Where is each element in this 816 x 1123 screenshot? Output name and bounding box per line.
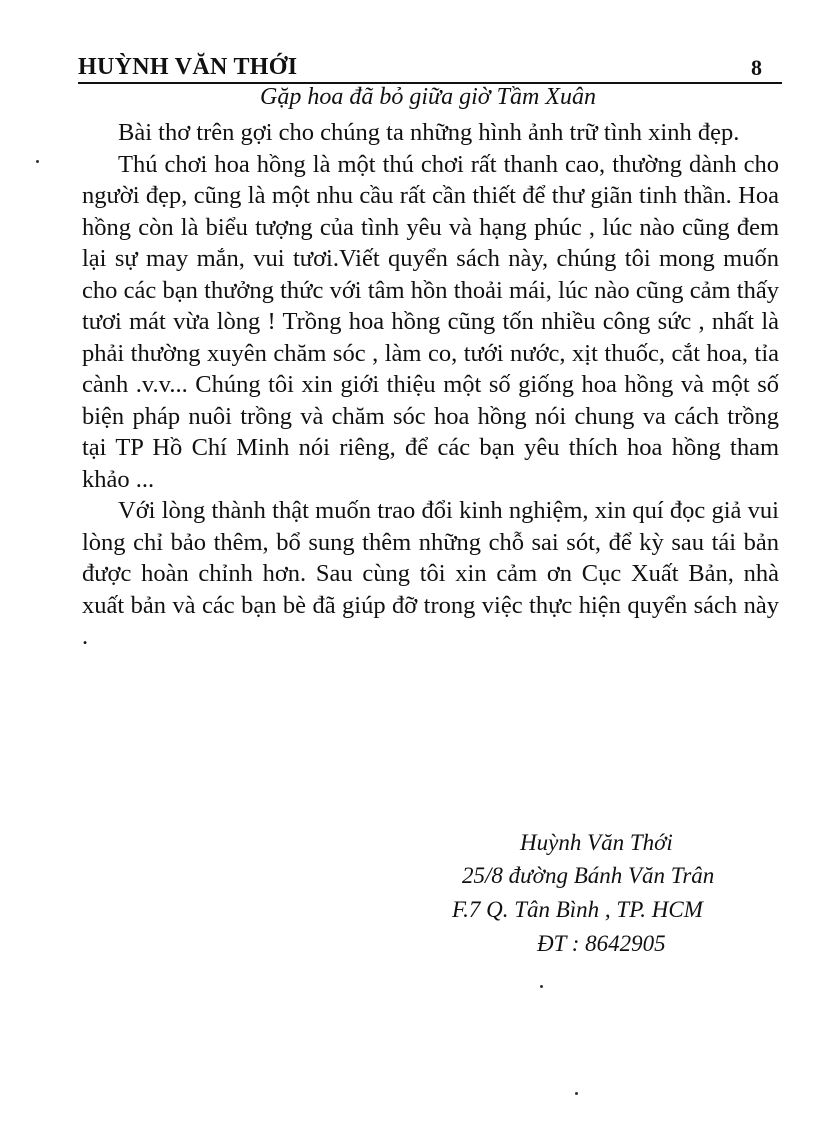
page-number: 8 [751, 55, 762, 80]
header-author: HUỲNH VĂN THỚI [78, 54, 298, 80]
paragraph-main: Thú chơi hoa hồng là một thú chơi rất thanh cao, thường dành cho người đẹp, cũng là một nhu cầu rất cần thiết để thư giãn tinh thần. Hoa hồng còn là biểu tượng của tình yêu và hạng phúc , lúc nào cũng đem lại sự may mắn, vui tươi.Viết quyển sách này, chúng tôi mong muốn cho các bạn thưởng thức với tâm hồn thoải mái, lúc nào cũng cảm thấy tươi mát vừa lòng ! Trồng hoa hồng cũng tốn nhiều công sức , nhất là phải thường xuyên chăm sóc , làm co, tưới nước, xịt thuốc, cắt hoa, tỉa cành .v.v... Chúng tôi xin giới thiệu một số giống hoa hồng và một số biện pháp nuôi trồng và chăm sóc hoa hồng nói chung va cách trồng tại TP Hồ Chí Minh nói riêng, để các bạn yêu thích hoa hồng tham khảo ... [82, 150, 779, 493]
signature-name: Huỳnh Văn Thới [520, 830, 673, 855]
body-text [82, 117, 779, 653]
scan-speck [540, 985, 543, 988]
running-header [78, 50, 782, 84]
signature-address-line1: 25/8 đường Bánh Văn Trân [462, 863, 715, 888]
signature-phone: ĐT : 8642905 [537, 931, 666, 956]
scan-speck [36, 160, 39, 163]
paragraph-intro: Bài thơ trên gợi cho chúng ta những hình ảnh trữ tình xinh đẹp. [118, 119, 740, 146]
scan-speck [575, 1092, 578, 1095]
signature-address-line2: F.7 Q. Tân Bình , TP. HCM [452, 897, 703, 922]
paragraph-closing: Với lòng thành thật muốn trao đổi kinh nghiệm, xin quí đọc giả vui lòng chỉ bảo thêm, bổ sung thêm những chỗ sai sót, để kỳ sau tái bản được hoàn chỉnh hơn. Sau cùng tôi xin cảm ơn Cục Xuất Bản, nhà xuất bản và các bạn bè đã giúp đỡ trong việc thực hiện quyển sách này . [82, 497, 779, 650]
poem-quote: Gặp hoa đã bỏ giữa giờ Tầm Xuân [260, 84, 596, 110]
